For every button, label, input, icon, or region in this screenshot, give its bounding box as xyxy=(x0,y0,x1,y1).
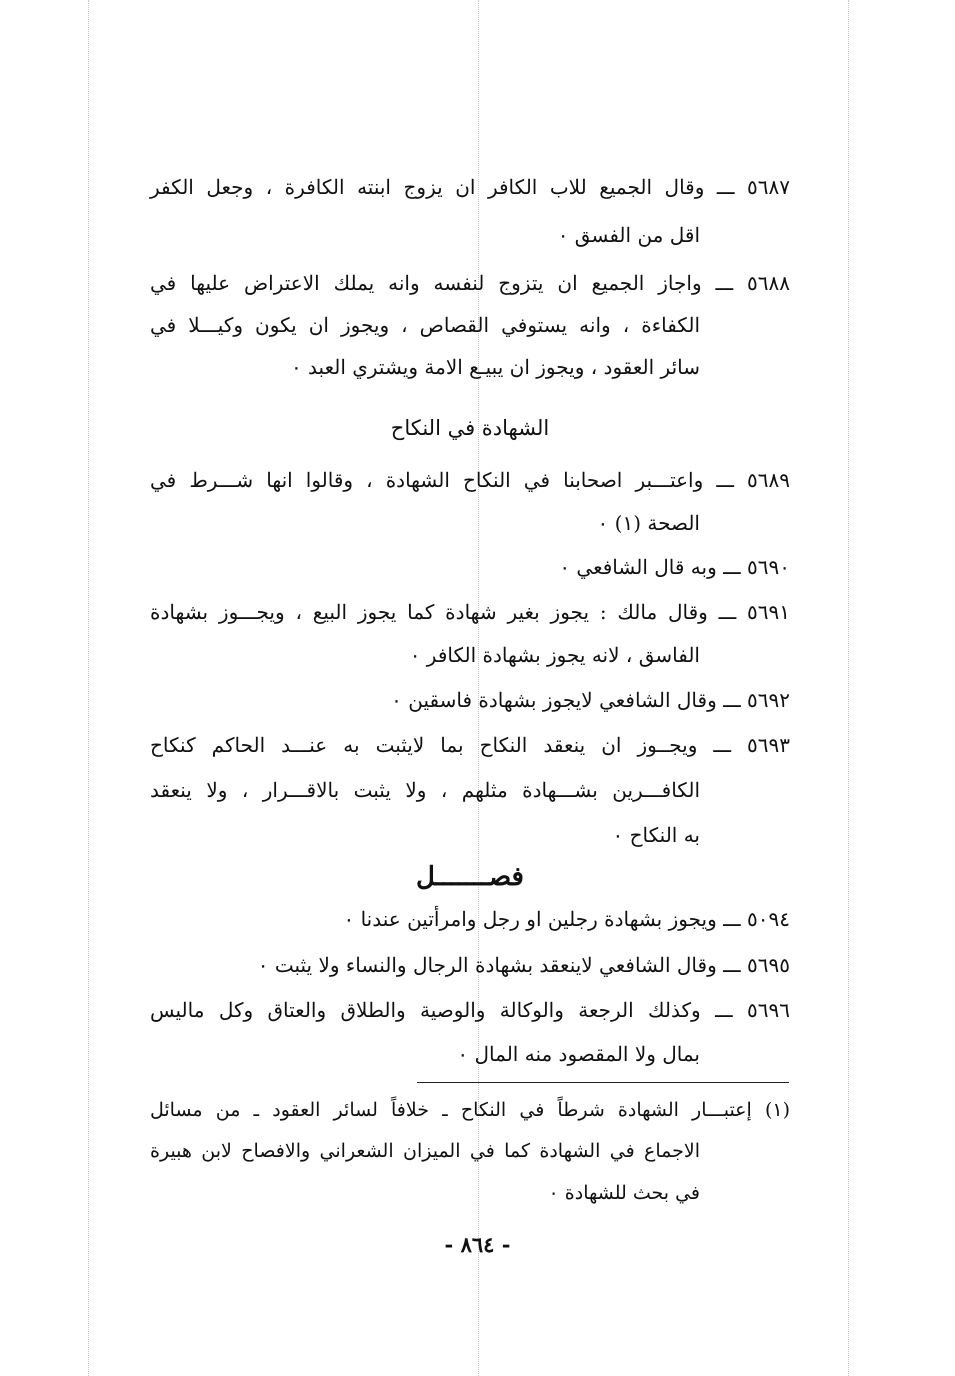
paragraph-5688-line: سائر العقود ، ويجوز ان يبيـع الامة ويشتري العبد ٠ xyxy=(290,355,700,379)
paragraph-5694-line: ٥٠٩٤ ـــ ويجوز بشهادة رجلين او رجل وامرأتين عندنا ٠ xyxy=(343,907,790,931)
paragraph-5691-line: الفاسق ، لانه يجوز بشهادة الكافر ٠ xyxy=(409,643,700,667)
paragraph-5690-line: ٥٦٩٠ ـــ وبه قال الشافعي ٠ xyxy=(559,555,790,579)
paragraph-5693-line: به النكاح ٠ xyxy=(612,823,700,847)
scan-guide-line xyxy=(848,0,849,1376)
paragraph-5691-line: ٥٦٩١ ـــ وقال مالك : يجوز بغير شهادة كما يجوز البيع ، ويجـــوز بشهادة xyxy=(150,600,790,624)
paragraph-5688-line: ٥٦٨٨ ـــ واجاز الجميع ان يتزوج لنفسه وانه يملك الاعتراض عليها في xyxy=(150,271,790,295)
paragraph-5689-line: الصحة (١) ٠ xyxy=(597,511,700,535)
paragraph-5687-line: ٥٦٨٧ ـــ وقال الجميع للاب الكافر ان يزوج ابنته الكافرة ، وجعل الكفر xyxy=(150,175,790,199)
scan-guide-line xyxy=(88,0,89,1376)
paragraph-5692-line: ٥٦٩٢ ـــ وقال الشافعي لايجوز بشهادة فاسقين ٠ xyxy=(391,688,790,712)
paragraph-5687-line: اقل من الفسق ٠ xyxy=(557,223,700,247)
footnote-line: الاجماع في الشهادة كما في الميزان الشعراني والافصاح لابن هبيرة xyxy=(150,1140,700,1162)
section-heading: الشهادة في النكاح xyxy=(390,416,550,440)
paragraph-5695-line: ٥٦٩٥ ـــ وقال الشافعي لاينعقد بشهادة الرجال والنساء ولا يثبت ٠ xyxy=(257,953,790,977)
page-number: - ٨٦٤ - xyxy=(444,1232,511,1257)
fasl-heading: فصـــــــل xyxy=(416,862,524,892)
footnote-line: (١) إعتبـــار الشهادة شرطاً في النكاح ـ خلافاً لسائر العقود ـ من مسائل xyxy=(150,1099,790,1121)
paragraph-5688-line: الكفاءة ، وانه يستوفي القصاص ، ويجوز ان يكون وكيـــلا في xyxy=(150,313,700,337)
paragraph-5693-line: الكافـــرين بشـــهادة مثلهم ، ولا يثبت بالاقـــرار ، ولا ينعقد xyxy=(150,778,700,802)
footnote-line: في بحث للشهادة ٠ xyxy=(548,1182,700,1204)
paragraph-5693-line: ٥٦٩٣ ـــ ويجــوز ان ينعقد النكاح بما لايثبت به عنـــد الحاكم كنكاح xyxy=(150,733,790,757)
paragraph-5689-line: ٥٦٨٩ ـــ واعتـــبر اصحابنا في النكاح الشهادة ، وقالوا انها شـــرط في xyxy=(150,468,790,492)
paragraph-5696-line: بمال ولا المقصود منه المال ٠ xyxy=(457,1042,700,1066)
paragraph-5696-line: ٥٦٩٦ ـــ وكذلك الرجعة والوكالة والوصية والطلاق والعتاق وكل ماليس xyxy=(150,998,790,1022)
footnote-separator xyxy=(417,1082,789,1083)
